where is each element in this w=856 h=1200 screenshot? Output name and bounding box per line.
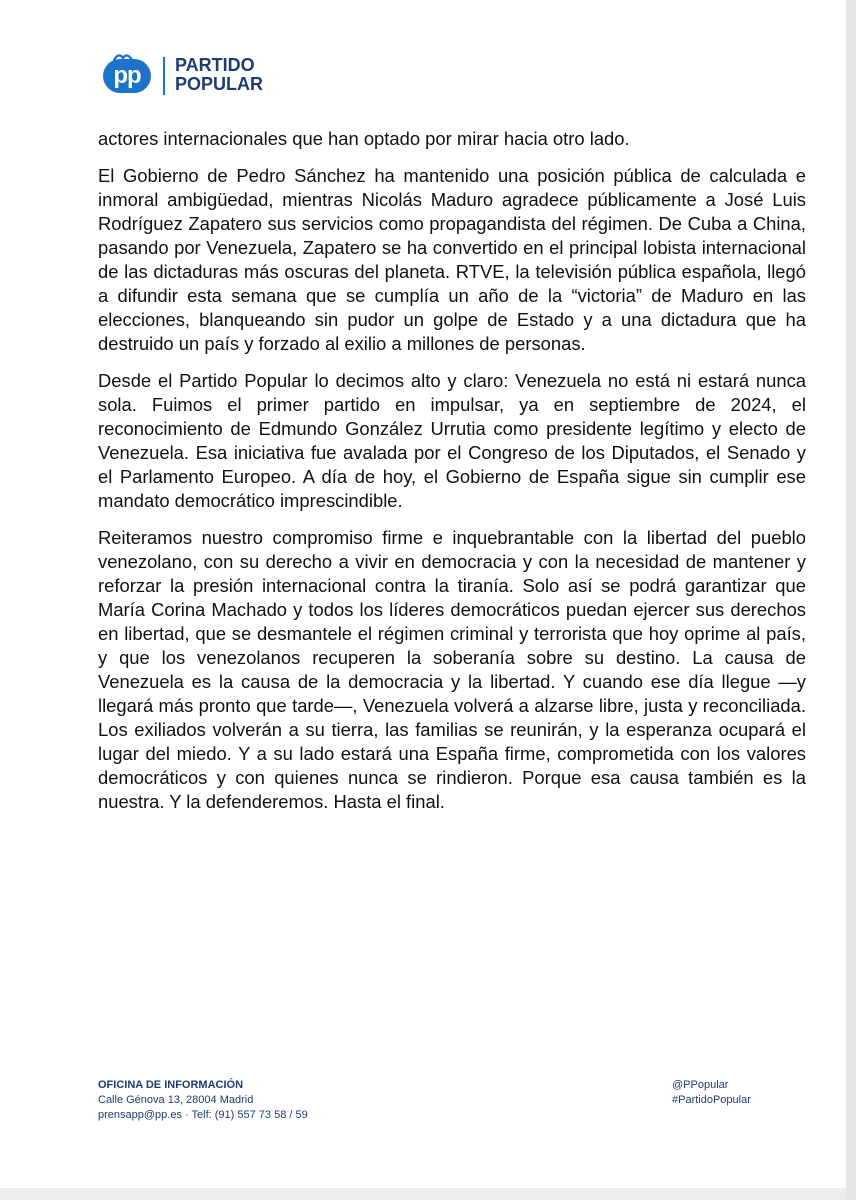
footer-office: OFICINA DE INFORMACIÓN bbox=[98, 1079, 244, 1091]
logo-mark: pp bbox=[103, 59, 151, 93]
footer-contact bbox=[98, 1078, 308, 1123]
paragraph: El Gobierno de Pedro Sánchez ha mantenido una posición pública de calculada e inmoral ambigüedad, mientras Nicolás Maduro agradece públicamente a José Luis Rodríguez Zapatero sus servicios como propagandista del régimen. De Cuba a China, pasando por Venezuela, Zapatero se ha convertido en el principal lobista internacional de las dictaduras más oscuras del planeta. RTVE, la televisión pública española, llegó a difundir esta semana que se cumplía un año de la “victoria” de Maduro en las elecciones, blanqueando sin pudor un golpe de Estado y a una dictadura que ha destruido un país y forzado al exilio a millones de personas. bbox=[98, 165, 806, 354]
logo-line-2: POPULAR bbox=[175, 74, 264, 94]
paragraph: Reiteramos nuestro compromiso firme e inquebrantable con la libertad del pueblo venezolano, con su derecho a vivir en democracia y con la necesidad de mantener y reforzar la presión internacional contra la tiranía. Solo así se podrá garantizar que María Corina Machado y todos los líderes democráticos puedan ejercer sus derechos en libertad, que se desmantele el régimen criminal y terrorista que hoy oprime al país, y que los venezolanos recuperen la soberanía sobre su destino. La causa de Venezuela es la causa de la democracia y la libertad. Y cuando ese día llegue —y llegará más pronto que tarde—, Venezuela volverá a alzarse libre, justa y reconciliada. Los exiliados volverán a su tierra, las familias se reunirán, y la esperanza ocupará el lugar del miedo. Y a su lado estará una España firme, comprometida con los valores democráticos y con quienes nunca se rindieron. Porque esa causa también es la nuestra. Y la defenderemos. Hasta el final. bbox=[98, 527, 806, 812]
footer-email-phone: prensapp@pp.es · Telf: (91) 557 73 58 / 59 bbox=[98, 1109, 308, 1121]
footer-address: Calle Génova 13, 28004 Madrid bbox=[98, 1094, 254, 1106]
footer-social bbox=[672, 1078, 751, 1108]
logo-line-1: PARTIDO bbox=[175, 55, 255, 75]
footer-handle: @PPopular bbox=[672, 1079, 729, 1091]
paragraph: actores internacionales que han optado por mirar hacia otro lado. bbox=[98, 128, 630, 149]
statement-body bbox=[98, 127, 806, 827]
footer-hashtag: #PartidoPopular bbox=[672, 1094, 751, 1106]
logo-divider bbox=[163, 57, 165, 95]
page-edge-shadow bbox=[846, 0, 856, 1200]
logo-wordmark bbox=[175, 56, 315, 94]
paragraph: Desde el Partido Popular lo decimos alto y claro: Venezuela no está ni estará nunca sola. Fuimos el primer partido en impulsar, ya en septiembre de 2024, el reconocimiento de Edmundo González Urrutia como presidente legítimo y electo de Venezuela. Esa iniciativa fue avalada por el Congreso de los Diputados, el Senado y el Parlamento Europeo. A día de hoy, el Gobierno de España sigue sin cumplir ese mandato democrático imprescindible. bbox=[98, 370, 806, 511]
